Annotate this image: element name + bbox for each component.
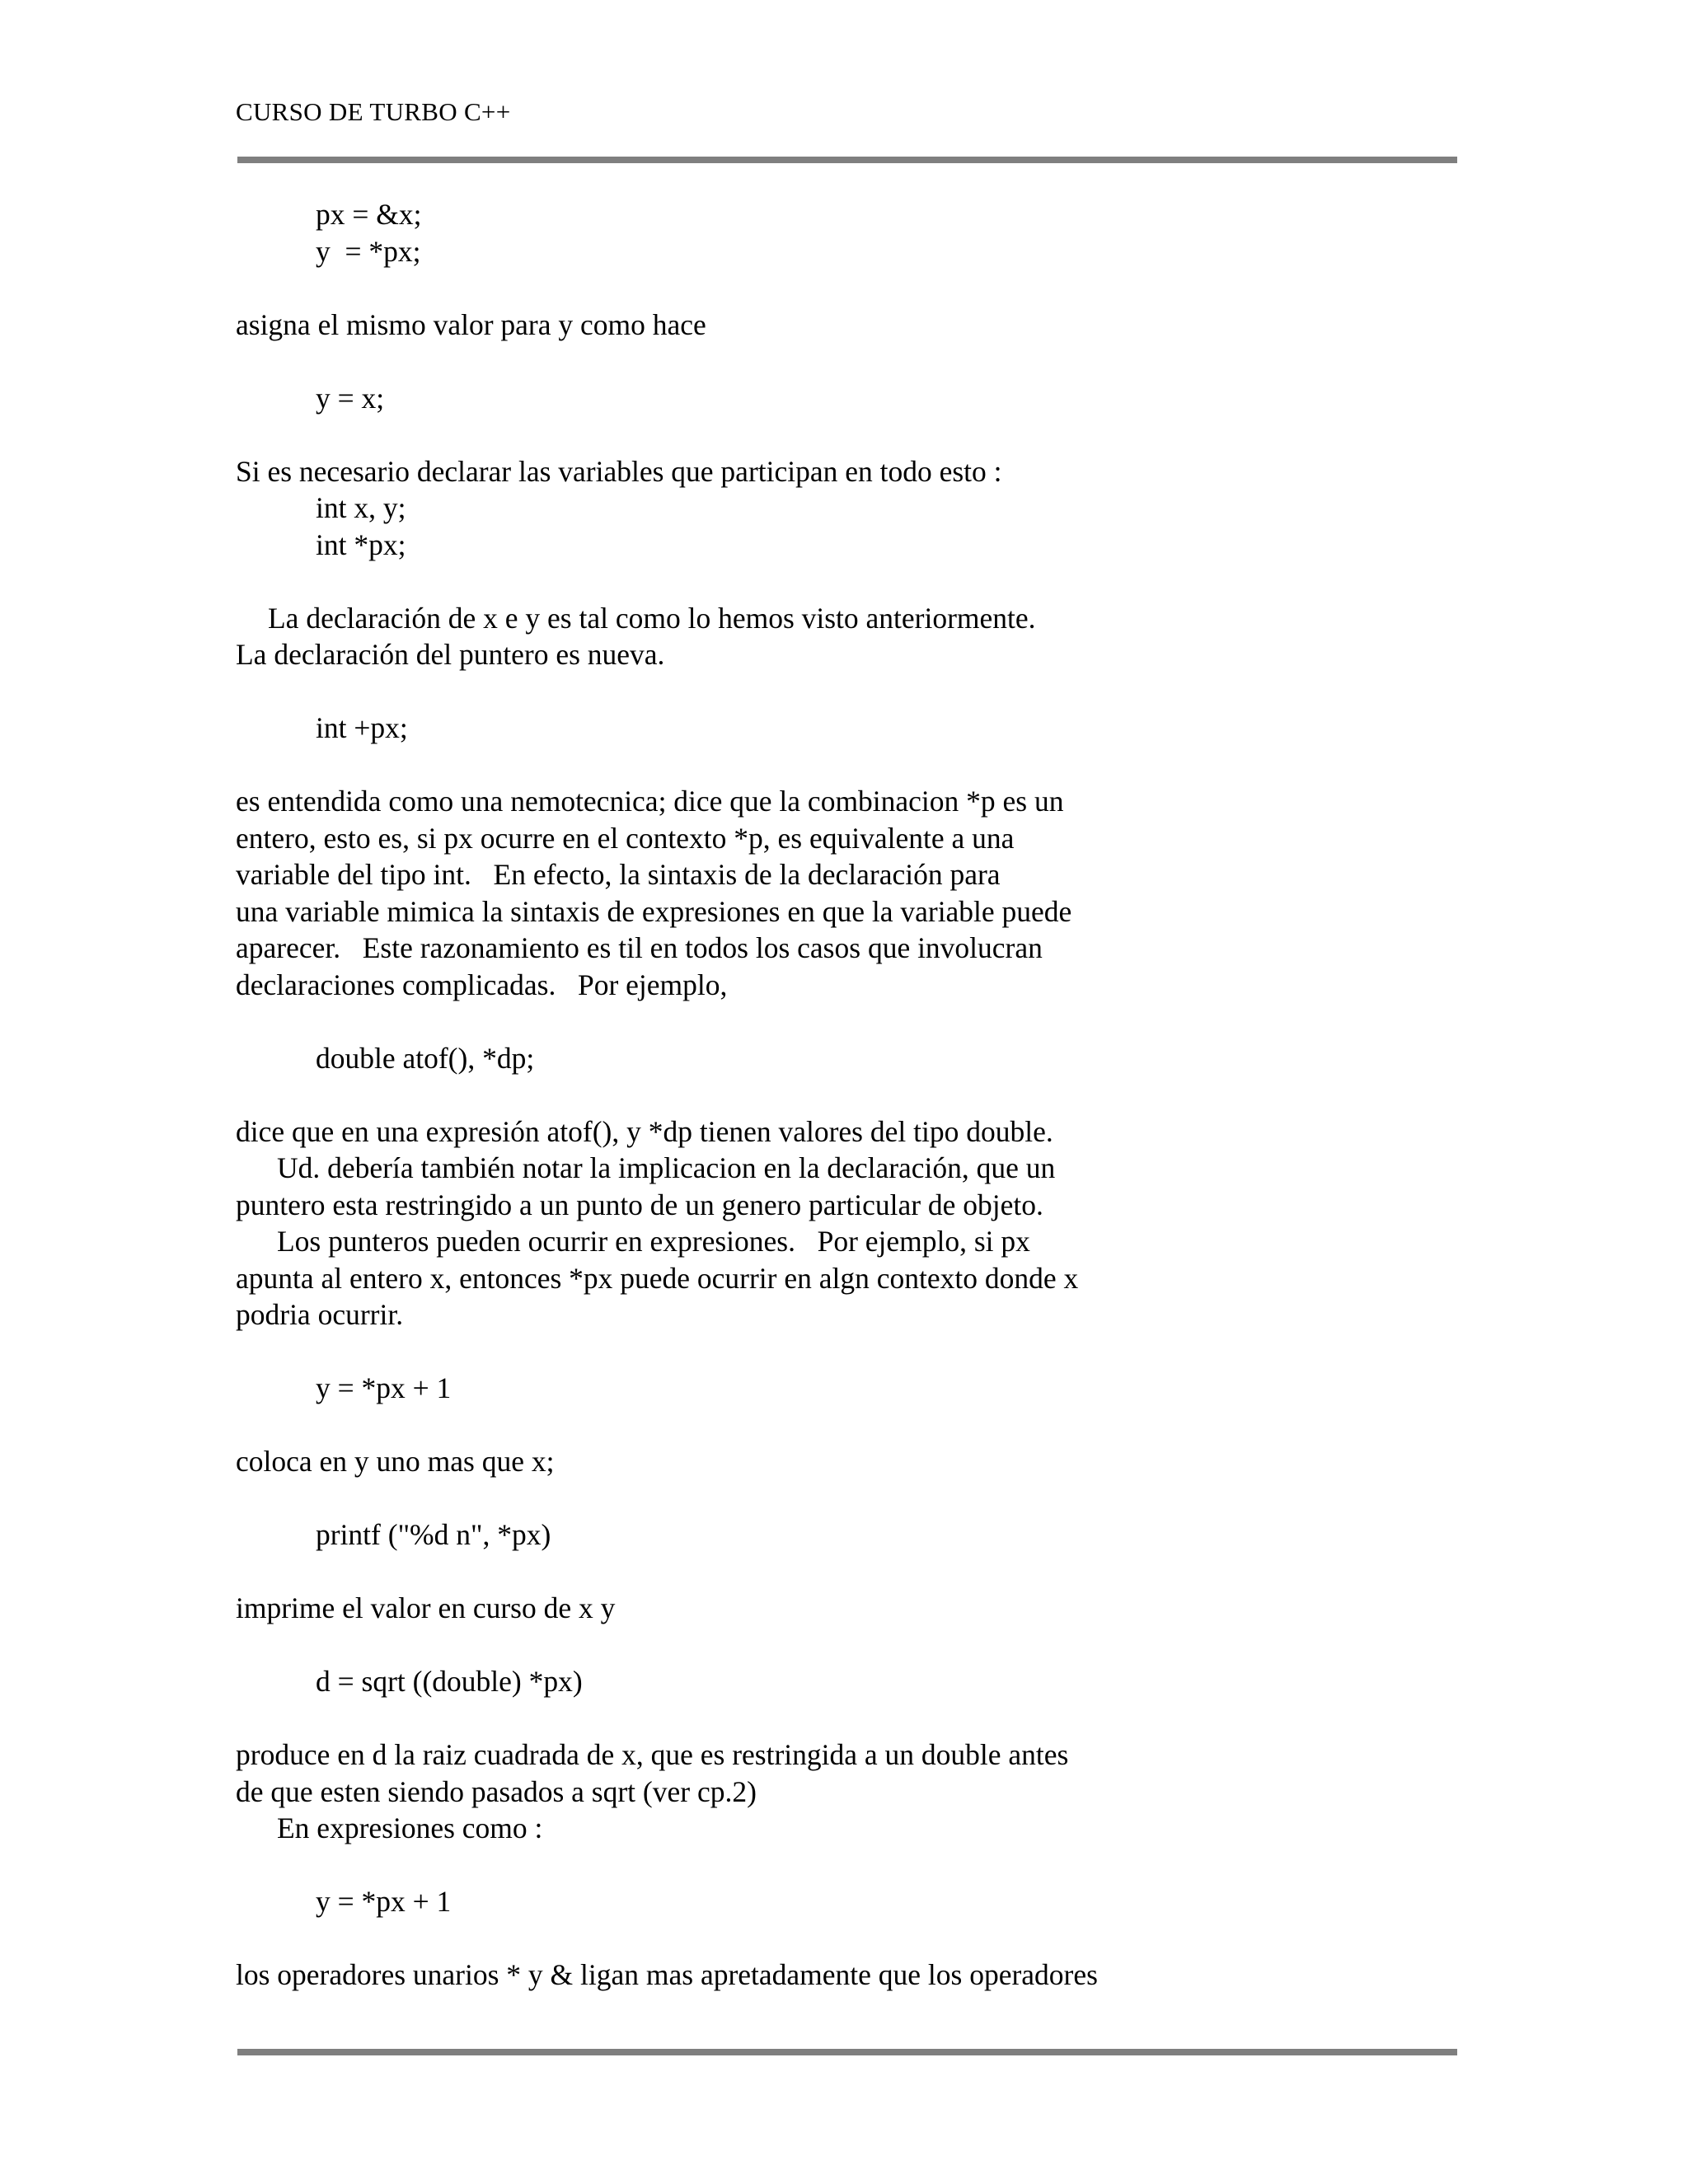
text-line: imprime el valor en curso de x y [236, 1591, 616, 1624]
blank-line [236, 1700, 1456, 1737]
footer-rule [237, 2049, 1457, 2055]
text-line: En expresiones como : [277, 1811, 543, 1844]
code-line: y = *px + 1 [316, 1885, 452, 1918]
text-line: La declaración de x e y es tal como lo hemos visto anteriormente. [268, 601, 1036, 635]
text-line: podria ocurrir. [236, 1298, 404, 1331]
blank-line [236, 563, 1456, 600]
blank-line [236, 343, 1456, 380]
blank-line [236, 1554, 1456, 1591]
blank-line [236, 1333, 1456, 1371]
text-line: declaraciones complicadas. Por ejemplo, [236, 968, 728, 1001]
text-line: Si es necesario declarar las variables que participan en todo esto : [236, 454, 1002, 488]
page-header-title: CURSO DE TURBO C++ [236, 97, 511, 126]
text-line: entero, esto es, si px ocurre en el contexto *p, es equivalente a una [236, 821, 1015, 855]
code-line: int +px; [316, 711, 408, 744]
text-line: una variable mimica la sintaxis de expresiones en que la variable puede [236, 894, 1072, 928]
code-line: px = &x; [316, 198, 422, 231]
text-line: produce en d la raiz cuadrada de x, que es restringida a un double antes [236, 1738, 1069, 1771]
text-line: Ud. debería también notar la implicacion en la declaración, que un [277, 1151, 1056, 1184]
blank-line [236, 1003, 1456, 1040]
code-line: printf ("%d n", *px) [316, 1518, 551, 1551]
blank-line [236, 747, 1456, 784]
blank-line [236, 1847, 1456, 1884]
text-line: aparecer. Este razonamiento es til en todos los casos que involucran [236, 931, 1043, 964]
code-line: d = sqrt ((double) *px) [316, 1665, 583, 1698]
text-line: es entendida como una nemotecnica; dice que la combinacion *p es un [236, 785, 1064, 818]
code-line: y = *px; [316, 234, 421, 268]
header-rule [237, 157, 1457, 163]
text-line: coloca en y uno mas que x; [236, 1445, 555, 1478]
text-line: de que esten siendo pasados a sqrt (ver cp.2) [236, 1774, 757, 1808]
text-line: los operadores unarios * y & ligan mas apretadamente que los operadores [236, 1958, 1098, 1991]
blank-line [236, 269, 1456, 307]
code-line: y = x; [316, 381, 385, 415]
text-line: La declaración del puntero es nueva. [236, 638, 665, 671]
blank-line [236, 1627, 1456, 1664]
blank-line [236, 1920, 1456, 1957]
document-body [236, 196, 1456, 1994]
text-line: puntero esta restringido a un punto de un genero particular de objeto. [236, 1188, 1043, 1221]
text-line: dice que en una expresión atof(), y *dp tienen valores del tipo double. [236, 1114, 1053, 1148]
code-line: y = *px + 1 [316, 1371, 452, 1404]
blank-line [236, 1407, 1456, 1444]
text-line: Los punteros pueden ocurrir en expresiones. Por ejemplo, si px [277, 1225, 1030, 1258]
blank-line [236, 1480, 1456, 1517]
blank-line [236, 1076, 1456, 1113]
text-line: apunta al entero x, entonces *px puede ocurrir en algn contexto donde x [236, 1261, 1079, 1295]
text-line: variable del tipo int. En efecto, la sintaxis de la declaración para [236, 858, 1001, 891]
text-line: asigna el mismo valor para y como hace [236, 307, 706, 341]
blank-line [236, 673, 1456, 710]
code-line: double atof(), *dp; [316, 1041, 535, 1075]
code-line: int x, y; [316, 491, 406, 524]
blank-line [236, 416, 1456, 453]
code-line: int *px; [316, 527, 406, 561]
